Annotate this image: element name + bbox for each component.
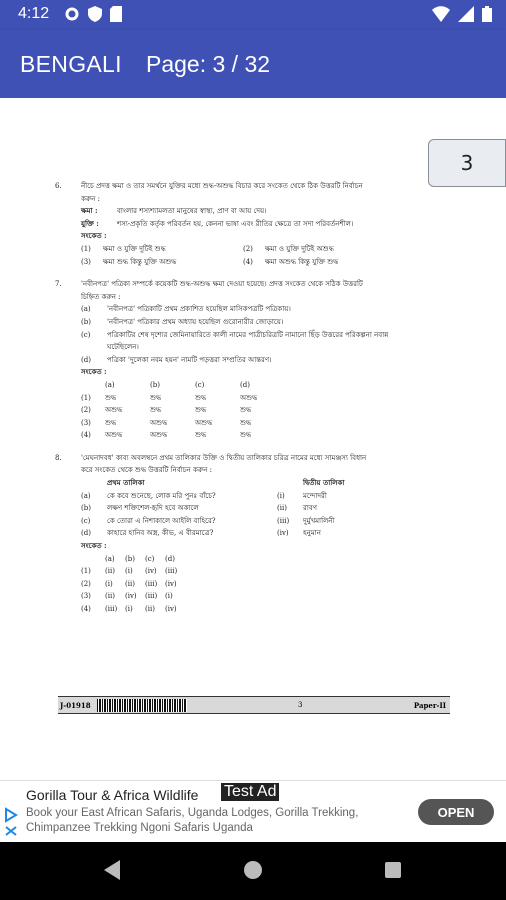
table-header: (a) (105, 554, 115, 563)
question-8 (55, 452, 450, 616)
table-cell: (1) (81, 567, 91, 576)
option-number: (1) (81, 244, 91, 253)
paper-label: Paper-II (413, 700, 446, 710)
option-text: ক্ষমা ও যুক্তি দুটিই অশুদ্ধ (265, 244, 334, 253)
code-label: সংকেত : (81, 367, 107, 377)
table-cell: অশুদ্ধ (105, 431, 123, 440)
document-content (55, 180, 450, 616)
item-text: দুর্মুখমালিনী (303, 516, 335, 525)
question-text: 'নবীনপত্র' পত্রিকা সম্পর্কে কয়েকটি শুদ্ধ-অশুদ্ধ ক্ষমা দেওয়া হয়েছে। প্রদত্ত সংকেত থেকে সঠিক উত্তরটি (81, 280, 363, 289)
ad-title[interactable]: Gorilla Tour & Africa Wildlife (26, 787, 199, 803)
list-1-title: প্রথম তালিকা (107, 478, 145, 488)
table-cell: (iv) (125, 592, 137, 601)
item-text: রাবণ (303, 504, 318, 513)
table-cell: (iv) (165, 605, 177, 613)
option-text: ক্ষমা শুদ্ধ কিন্তু যুক্তি অশুদ্ধ (103, 257, 177, 266)
claim-label: ক্ষমা : (81, 206, 98, 216)
table-header: (d) (165, 554, 175, 563)
item-label: (i) (277, 491, 285, 500)
table-cell: (i) (105, 579, 113, 588)
item-label (81, 341, 107, 354)
table-cell: অশুদ্ধ (150, 431, 168, 440)
table-cell: (i) (125, 605, 133, 613)
navigation-bar (0, 842, 506, 900)
table-header (81, 379, 105, 392)
option-text: ক্ষমা অশুদ্ধ কিন্তু যুক্তি শুদ্ধ (265, 257, 339, 266)
table-header: (d) (240, 380, 250, 389)
table-cell: শুদ্ধ (240, 418, 252, 427)
table-cell: অশুদ্ধ (105, 406, 123, 415)
item-label: (b) (81, 317, 91, 326)
code-table (81, 379, 450, 442)
match-lists (81, 477, 450, 540)
settings-icon (64, 6, 80, 22)
signal-icon (458, 6, 474, 22)
table-cell: (iv) (145, 567, 157, 576)
item-text: মন্দোদরী (303, 491, 327, 500)
item-label: (a) (81, 491, 91, 500)
claim-text: বাংলার শস্যশ্যামলতা মানুষের স্বাস্থ্য, প্রাণ বা আয় দেয়। (117, 207, 267, 216)
item-text: ঘটেছিলেন। (107, 343, 139, 352)
code-table (81, 553, 450, 616)
table-cell: শুদ্ধ (105, 393, 117, 402)
table-cell: (iii) (105, 605, 118, 613)
table-cell: শুদ্ধ (240, 406, 252, 415)
table-cell: (iii) (145, 592, 158, 601)
question-6 (55, 180, 450, 268)
table-cell: (2) (81, 406, 91, 415)
table-header: (b) (150, 380, 160, 389)
code-label: সংকেত : (81, 541, 107, 551)
list-2-title: দ্বিতীয় তালিকা (303, 478, 345, 488)
reason-label: যুক্তি : (81, 218, 99, 228)
table-cell: (4) (81, 431, 91, 440)
table-cell: (i) (165, 592, 173, 601)
table-cell: শুদ্ধ (240, 431, 252, 440)
table-cell: শুদ্ধ (195, 406, 207, 415)
table-cell: অশুদ্ধ (195, 418, 213, 427)
status-time: 4:12 (18, 5, 50, 22)
ad-description: Book your East African Safaris, Uganda Lodges, Gorilla Trekking, Chimpanzee Trekking Ngoni Safaris Uganda (26, 807, 359, 834)
item-label: (c) (81, 330, 91, 339)
question-number: 8. (55, 453, 62, 462)
recents-icon[interactable] (385, 862, 401, 878)
item-label: (b) (81, 504, 91, 513)
table-header: (c) (195, 380, 205, 389)
sd-card-icon (110, 6, 122, 22)
table-cell: (iii) (145, 579, 158, 588)
table-cell: অশুদ্ধ (150, 418, 168, 427)
option-number: (4) (243, 257, 253, 266)
paper-code: J-01918 (60, 700, 91, 710)
table-cell: (3) (81, 418, 91, 427)
table-cell: (2) (81, 579, 91, 588)
battery-icon (482, 6, 492, 22)
item-label: (a) (81, 305, 91, 314)
question-text: 'মেঘনাদবধ' কাব্য অবলম্বনে প্রথম তালিকার উক্তি ও দ্বিতীয় তালিকার চরিত্র নামের মধ্যে সামঞ্জস্য বিধান (81, 453, 367, 462)
test-ad-label: Test Ad (221, 783, 279, 801)
app-bar (0, 30, 506, 98)
question-7 (55, 278, 450, 442)
table-cell: (ii) (125, 579, 135, 588)
item-label: (c) (81, 516, 91, 525)
page-number-badge[interactable]: 3 (428, 139, 506, 187)
page-footer (58, 696, 450, 714)
item-label: (d) (81, 529, 91, 538)
item-text: কাহারে হানিব অস্ত্র, কীভ, এ বীরমাত্রে? (107, 529, 214, 538)
table-cell: (4) (81, 605, 91, 613)
wifi-icon (432, 6, 450, 22)
table-cell: (ii) (145, 605, 155, 613)
code-label: সংকেত : (81, 231, 107, 241)
item-text: কে তোরা এ নিশাকালে আইলি বাহিরে? (107, 516, 216, 525)
question-number: 7. (55, 280, 62, 289)
item-text: পত্রিকা 'দুলেকা নবম হয়ন' নামটি পড়ত্তরা সম্প্রতির আন্তরণ। (107, 355, 272, 364)
table-cell: শুদ্ধ (150, 393, 162, 402)
item-text: কে কবে শুনেছে, লোক মরি পুনঃ বাঁচে? (107, 491, 216, 500)
table-header: (a) (105, 380, 115, 389)
item-text: পত্রিকাটির শেষ দৃশ্যের জেমিনায়ারিতে কালী নামের পাত্রীচরিত্রটি নামানো ছিঁড় উত্তরের পরিকল্পনা নবান্ন (107, 330, 389, 339)
table-cell: শুদ্ধ (195, 393, 207, 402)
barcode-icon (97, 699, 187, 712)
item-text: 'নবীনপত্র' পত্রিকার প্রথম অধ্যায় হয়েছিল গুরোনারীর জোড়ায়ে। (107, 317, 284, 326)
table-cell: (iv) (165, 579, 177, 588)
status-bar (0, 0, 506, 30)
table-cell: অশুদ্ধ (240, 393, 258, 402)
table-header (81, 553, 105, 566)
question-text: করুন : (81, 194, 101, 203)
page-indicator: Page: 3 / 32 (146, 51, 271, 77)
option-number: (2) (243, 244, 253, 253)
ad-choices-icon[interactable] (4, 807, 18, 841)
item-label: (iv) (277, 529, 289, 538)
table-cell: (1) (81, 393, 91, 402)
question-number: 6. (55, 182, 62, 190)
question-text: নীচে প্রদত্ত ক্ষমা ও তার সমর্থনে যুক্তির মধ্যে শুদ্ধ-অশুদ্ধ বিচার করে সংকেত থেকে ঠিক উত্তরটি নির্বাচন (81, 182, 363, 190)
table-cell: (3) (81, 592, 91, 601)
footer-page-number: 3 (298, 701, 303, 709)
item-text: 'নবীনপত্র' পত্রিকাটি প্রথম প্রকাশিত হয়েছিল মাসিকপত্রটি পত্রিকায়। (107, 305, 291, 314)
home-icon[interactable] (244, 861, 262, 879)
item-text: লক্ষণ শক্তিশেল-হৃদি হবে অকালে (107, 504, 199, 513)
app-title: BENGALI (20, 51, 122, 77)
option-text: ক্ষমা ও যুক্তি দুটিই শুদ্ধ (103, 244, 166, 253)
table-cell: শুদ্ধ (195, 431, 207, 440)
option-number: (3) (81, 257, 91, 266)
item-text: হনুমান (303, 529, 321, 538)
table-cell: (iii) (165, 567, 178, 576)
item-label: (ii) (277, 504, 287, 513)
table-cell: (i) (125, 567, 133, 576)
table-cell: শুদ্ধ (150, 406, 162, 415)
question-text: চিহ্নিত করুন : (81, 292, 121, 301)
ad-banner[interactable] (0, 780, 506, 843)
table-header: (b) (125, 554, 135, 563)
shield-icon (88, 6, 102, 22)
item-label: (iii) (277, 516, 290, 525)
item-label: (d) (81, 355, 91, 364)
back-icon[interactable] (104, 860, 120, 880)
question-text: করে সংকেত থেকে শুদ্ধ উত্তরটি নির্বাচন করুন : (81, 466, 212, 475)
reason-text: শস্য-প্রকৃতি কর্তৃক পরিবর্তন হয়, কেননা ভাষা এবং রীতির ক্ষেত্রে তা সদা পরিবর্তনশীল। (117, 219, 354, 228)
ad-open-button[interactable]: OPEN (418, 799, 494, 825)
table-cell: শুদ্ধ (105, 418, 117, 427)
table-header: (c) (145, 554, 155, 563)
table-cell: (ii) (105, 592, 115, 601)
table-cell: (ii) (105, 567, 115, 576)
